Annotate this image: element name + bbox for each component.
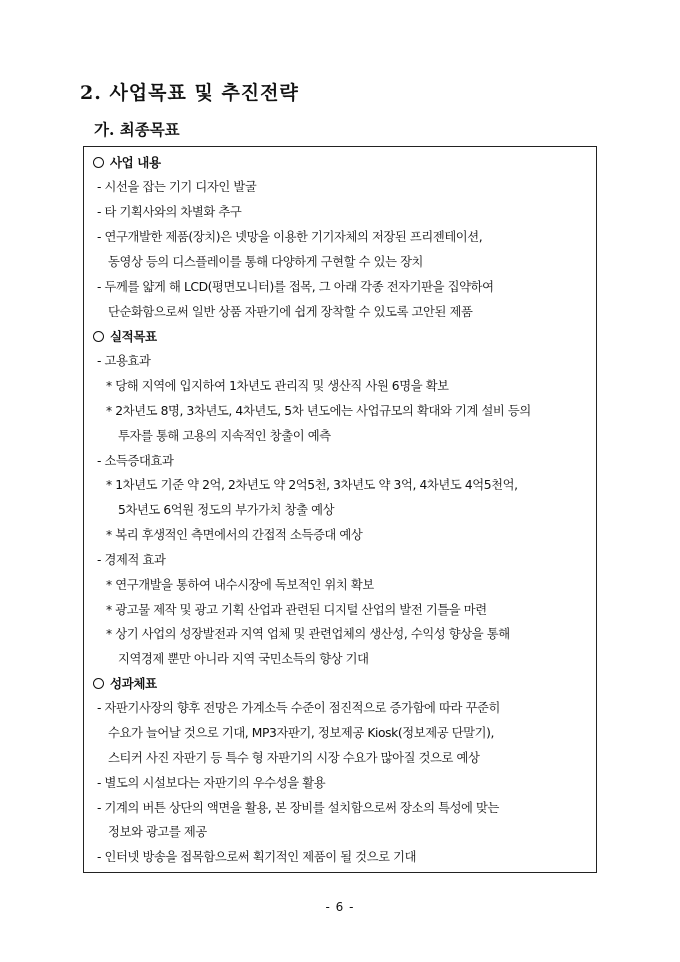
list-item: - 두께를 얇게 해 LCD(평면모니터)를 접목, 그 아래 각종 전자기판을 집약하여 <box>97 280 494 294</box>
list-item: * 당해 지역에 입지하여 1차년도 관리직 및 생산직 사원 6명을 확보 <box>106 379 449 393</box>
section-heading-label: 성과체표 <box>110 676 157 691</box>
list-item: * 광고물 제작 및 광고 기획 산업과 관련된 디지털 산업의 발전 기틀을 마련 <box>106 603 487 617</box>
list-item: * 1차년도 기준 약 2억, 2차년도 약 2억5천, 3차년도 약 3억, 4차년도 4억5천억, <box>106 478 518 492</box>
circle-bullet-icon <box>93 331 104 342</box>
circle-bullet-icon <box>93 678 104 689</box>
list-item: - 고용효과 <box>97 354 151 368</box>
list-item: 정보와 광고를 제공 <box>108 825 207 839</box>
section-subtitle: 가. 최종목표 <box>94 120 180 139</box>
list-item: * 복리 후생적인 측면에서의 간접적 소득증대 예상 <box>106 528 363 542</box>
list-item: * 연구개발을 통하여 내수시장에 독보적인 위치 확보 <box>106 578 374 592</box>
section-heading <box>93 676 157 692</box>
list-item: - 소득증대효과 <box>97 454 174 468</box>
list-item: - 기계의 버튼 상단의 액면을 활용, 본 장비를 설치함으로써 장소의 특성에 맞는 <box>97 801 499 815</box>
list-item: - 시선을 잡는 기기 디자인 발굴 <box>97 180 257 194</box>
list-item: - 경제적 효과 <box>97 553 166 567</box>
list-item: - 인터넷 방송을 접목함으로써 획기적인 제품이 될 것으로 기대 <box>97 850 417 864</box>
list-item: - 별도의 시설보다는 자판기의 우수성을 활용 <box>97 776 326 790</box>
page-number: - 6 - <box>325 900 355 914</box>
list-item: 5차년도 6억원 정도의 부가가치 창출 예상 <box>118 503 335 517</box>
section-heading-label: 실적목표 <box>110 329 157 344</box>
list-item: 투자를 통해 고용의 지속적인 창출이 예측 <box>118 429 331 443</box>
list-item: - 타 기획사와의 차별화 추구 <box>97 205 242 219</box>
section-heading-label: 사업 내용 <box>110 155 161 170</box>
section-heading <box>93 155 161 171</box>
list-item: 스티커 사진 자판기 등 특수 형 자판기의 시장 수요가 많아질 것으로 예상 <box>108 751 480 765</box>
list-item: 지역경제 뿐만 아니라 지역 국민소득의 향상 기대 <box>118 652 369 666</box>
list-item: * 상기 사업의 성장발전과 지역 업체 및 관련업체의 생산성, 수익성 향상을 통해 <box>106 627 510 641</box>
list-item: * 2차년도 8명, 3차년도, 4차년도, 5차 년도에는 사업규모의 확대와 기계 설비 등의 <box>106 404 531 418</box>
list-item: 동영상 등의 디스플레이를 통해 다양하게 구현할 수 있는 장치 <box>108 255 424 269</box>
page-title: 2. 사업목표 및 추진전략 <box>80 82 299 104</box>
circle-bullet-icon <box>93 157 104 168</box>
list-item: - 자판기사장의 향후 전망은 가계소득 수준이 점진적으로 증가함에 따라 꾸준히 <box>97 701 500 715</box>
list-item: - 연구개발한 제품(장치)은 넷망을 이용한 기기자체의 저장된 프리젠테이션, <box>97 230 483 244</box>
list-item: 수요가 늘어날 것으로 기대, MP3자판기, 정보제공 Kiosk(정보제공 단말기), <box>108 726 495 740</box>
section-heading <box>93 329 157 345</box>
list-item: 단순화함으로써 일반 상품 자판기에 쉽게 장착할 수 있도록 고안된 제품 <box>108 305 473 319</box>
